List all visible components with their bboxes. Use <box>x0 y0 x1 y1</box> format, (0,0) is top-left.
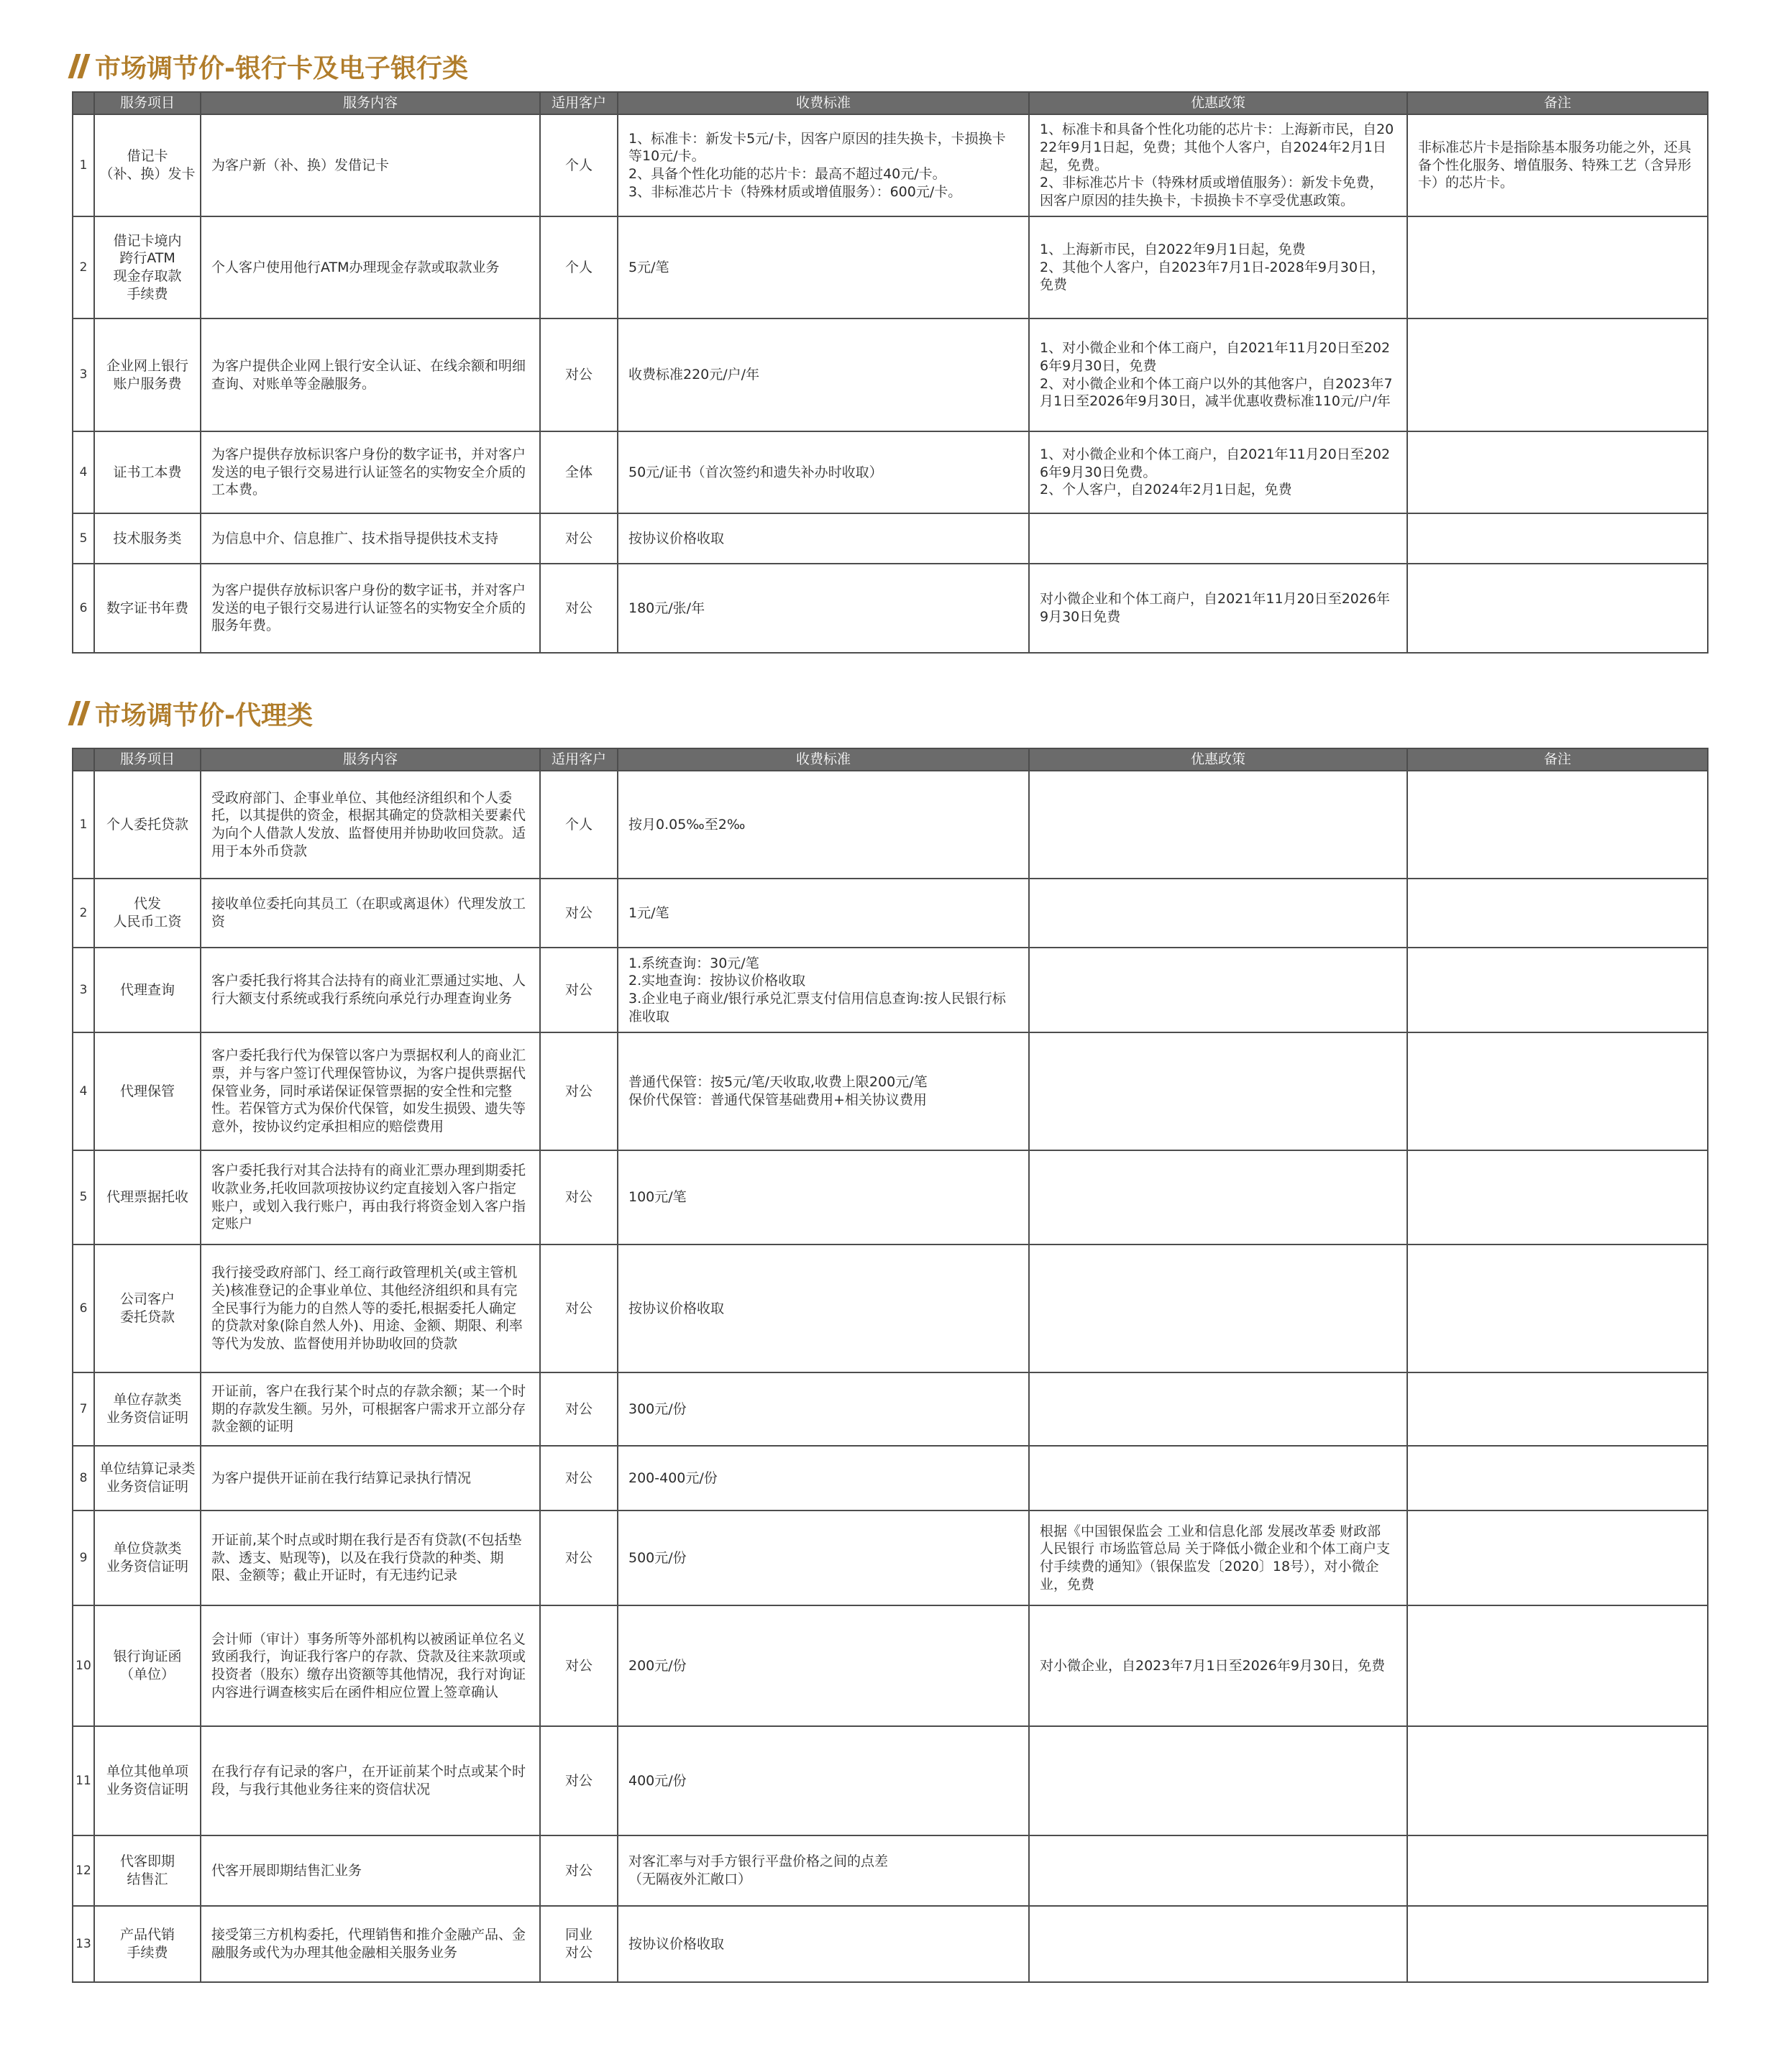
cell-customer-type: 对公 <box>540 564 618 653</box>
cell-customer-type: 对公 <box>540 1835 618 1906</box>
table-row <box>73 948 1708 1032</box>
cell-fee-standard: 普通代保管：按5元/笔/天收取,收费上限200元/笔 保价代保管：普通代保管基础费用+相关协议费用 <box>618 1032 1029 1150</box>
cell-service-item: 单位存款类 业务资信证明 <box>94 1372 201 1446</box>
cell-fee-standard: 400元/份 <box>618 1726 1029 1835</box>
cell-note: 非标准芯片卡是指除基本服务功能之外，还具备个性化服务、增值服务、特殊工艺（含异形卡）的芯片卡。 <box>1407 114 1708 216</box>
cell-customer-type: 个人 <box>540 771 618 879</box>
cell-note <box>1407 1150 1708 1244</box>
cell-row-index: 5 <box>73 513 94 564</box>
cell-note <box>1407 879 1708 948</box>
cell-service-item: 证书工本费 <box>94 431 201 513</box>
cell-customer-type: 对公 <box>540 948 618 1032</box>
cell-service-content: 为客户提供存放标识客户身份的数字证书，并对客户发送的电子银行交易进行认证签名的实物安全介质的工本费。 <box>201 431 540 513</box>
table-row <box>73 1605 1708 1726</box>
cell-service-content: 会计师（审计）事务所等外部机构以被函证单位名义致函我行，询证我行客户的存款、贷款及往来款项或投资者（股东）缴存出资额等其他情况，我行对询证内容进行调查核实后在函件相应位置上签章确认 <box>201 1605 540 1726</box>
cell-note <box>1407 1372 1708 1446</box>
section-title <box>72 692 313 735</box>
cell-note <box>1407 318 1708 431</box>
header-fee-standard: 收费标准 <box>618 92 1029 114</box>
cell-service-item: 代理保管 <box>94 1032 201 1150</box>
cell-customer-type: 同业 对公 <box>540 1906 618 1982</box>
cell-service-item: 技术服务类 <box>94 513 201 564</box>
cell-fee-standard: 500元/份 <box>618 1511 1029 1605</box>
cell-fee-standard: 1元/笔 <box>618 879 1029 948</box>
cell-service-content: 为客户新（补、换）发借记卡 <box>201 114 540 216</box>
cell-discount-policy: 对小微企业，自2023年7月1日至2026年9月30日，免费 <box>1029 1605 1407 1726</box>
cell-customer-type: 对公 <box>540 1244 618 1372</box>
cell-row-index: 1 <box>73 114 94 216</box>
cell-fee-standard: 按协议价格收取 <box>618 1906 1029 1982</box>
header-service-item: 服务项目 <box>94 92 201 114</box>
cell-customer-type: 对公 <box>540 1032 618 1150</box>
cell-row-index: 1 <box>73 771 94 879</box>
cell-note <box>1407 1446 1708 1511</box>
cell-customer-type: 对公 <box>540 1605 618 1726</box>
table-row <box>73 1244 1708 1372</box>
cell-discount-policy <box>1029 1446 1407 1511</box>
cell-row-index: 9 <box>73 1511 94 1605</box>
cell-customer-type: 对公 <box>540 1446 618 1511</box>
table-row <box>73 879 1708 948</box>
cell-discount-policy <box>1029 513 1407 564</box>
header-customer: 适用客户 <box>540 748 618 771</box>
section-title-text: 市场调节价-代理类 <box>95 700 313 730</box>
cell-service-content: 受政府部门、企事业单位、其他经济组织和个人委托，以其提供的资金，根据其确定的贷款相关要素代为向个人借款人发放、监督使用并协助收回贷款。适用于本外币贷款 <box>201 771 540 879</box>
cell-note <box>1407 1726 1708 1835</box>
cell-service-content: 客户委托我行对其合法持有的商业汇票办理到期委托收款业务,托收回款项按协议约定直接划入客户指定账户，或划入我行账户，再由我行将资金划入客户指定账户 <box>201 1150 540 1244</box>
cell-fee-standard: 按协议价格收取 <box>618 513 1029 564</box>
table-body <box>73 114 1708 653</box>
cell-service-content: 为客户提供开证前在我行结算记录执行情况 <box>201 1446 540 1511</box>
cell-fee-standard: 100元/笔 <box>618 1150 1029 1244</box>
cell-row-index: 12 <box>73 1835 94 1906</box>
cell-discount-policy <box>1029 879 1407 948</box>
header-service-content: 服务内容 <box>201 748 540 771</box>
cell-service-content: 客户委托我行代为保管以客户为票据权利人的商业汇票，并与客户签订代理保管协议，为客户提供票据代保管业务，同时承诺保证保管票据的安全性和完整性。若保管方式为保价代保管，如发生损毁、遗失等意外，按协议约定承担相应的赔偿费用 <box>201 1032 540 1150</box>
cell-note <box>1407 216 1708 318</box>
cell-fee-standard: 1.系统查询：30元/笔 2.实地查询：按协议价格收取 3.企业电子商业/银行承兑汇票支付信用信息查询:按人民银行标准收取 <box>618 948 1029 1032</box>
table-header-row <box>73 748 1708 771</box>
table-row <box>73 1726 1708 1835</box>
cell-note <box>1407 771 1708 879</box>
cell-fee-standard: 300元/份 <box>618 1372 1029 1446</box>
cell-service-item: 公司客户 委托贷款 <box>94 1244 201 1372</box>
table-row <box>73 216 1708 318</box>
cell-customer-type: 对公 <box>540 318 618 431</box>
header-index <box>73 748 94 771</box>
cell-fee-standard: 5元/笔 <box>618 216 1029 318</box>
cell-service-content: 我行接受政府部门、经工商行政管理机关(或主管机关)核准登记的企事业单位、其他经济组织和具有完全民事行为能力的自然人等的委托,根据委托人确定的贷款对象(除自然人外)、用途、金额、期限、利率等代为发放、监督使用并协助收回的贷款 <box>201 1244 540 1372</box>
cell-note <box>1407 1032 1708 1150</box>
cell-row-index: 10 <box>73 1605 94 1726</box>
cell-customer-type: 对公 <box>540 1150 618 1244</box>
section-marker-icon <box>68 701 90 725</box>
cell-fee-standard: 按月0.05‰至2‰ <box>618 771 1029 879</box>
cell-service-content: 开证前,某个时点或时期在我行是否有贷款(不包括垫款、透支、贴现等)，以及在我行贷款的种类、期限、金额等；截止开证时，有无违约记录 <box>201 1511 540 1605</box>
cell-fee-standard: 1、标准卡：新发卡5元/卡，因客户原因的挂失换卡，卡损换卡等10元/卡。 2、具备个性化功能的芯片卡：最高不超过40元/卡。 3、非标准芯片卡（特殊材质或增值服务）：600元/卡。 <box>618 114 1029 216</box>
table-row <box>73 564 1708 653</box>
table-row <box>73 1511 1708 1605</box>
cell-service-item: 代理查询 <box>94 948 201 1032</box>
table-row <box>73 1032 1708 1150</box>
cell-service-item: 个人委托贷款 <box>94 771 201 879</box>
table-row <box>73 1835 1708 1906</box>
cell-service-item: 企业网上银行 账户服务费 <box>94 318 201 431</box>
cell-note <box>1407 1605 1708 1726</box>
cell-row-index: 8 <box>73 1446 94 1511</box>
cell-row-index: 2 <box>73 216 94 318</box>
cell-customer-type: 全体 <box>540 431 618 513</box>
table-row <box>73 318 1708 431</box>
table-row <box>73 771 1708 879</box>
cell-service-item: 银行询证函 （单位） <box>94 1605 201 1726</box>
cell-row-index: 4 <box>73 1032 94 1150</box>
header-index <box>73 92 94 114</box>
cell-customer-type: 对公 <box>540 879 618 948</box>
header-note: 备注 <box>1407 92 1708 114</box>
cell-service-content: 在我行存有记录的客户，在开证前某个时点或某个时段，与我行其他业务往来的资信状况 <box>201 1726 540 1835</box>
cell-note <box>1407 431 1708 513</box>
cell-fee-standard: 200元/份 <box>618 1605 1029 1726</box>
cell-customer-type: 对公 <box>540 1726 618 1835</box>
cell-note <box>1407 1244 1708 1372</box>
cell-discount-policy <box>1029 1244 1407 1372</box>
table-row <box>73 513 1708 564</box>
cell-service-content: 为客户提供企业网上银行安全认证、在线余额和明细查询、对账单等金融服务。 <box>201 318 540 431</box>
cell-service-item: 借记卡境内 跨行ATM 现金存取款 手续费 <box>94 216 201 318</box>
cell-row-index: 13 <box>73 1906 94 1982</box>
table-row <box>73 114 1708 216</box>
cell-row-index: 2 <box>73 879 94 948</box>
table-row <box>73 431 1708 513</box>
cell-note <box>1407 513 1708 564</box>
cell-fee-standard: 按协议价格收取 <box>618 1244 1029 1372</box>
cell-row-index: 3 <box>73 318 94 431</box>
cell-service-item: 单位其他单项 业务资信证明 <box>94 1726 201 1835</box>
cell-row-index: 5 <box>73 1150 94 1244</box>
header-service-item: 服务项目 <box>94 748 201 771</box>
cell-discount-policy <box>1029 771 1407 879</box>
cell-discount-policy <box>1029 1150 1407 1244</box>
cell-row-index: 11 <box>73 1726 94 1835</box>
cell-discount-policy: 1、标准卡和具备个性化功能的芯片卡：上海新市民，自2022年9月1日起，免费；其他个人客户，自2024年2月1日起，免费。 2、非标准芯片卡（特殊材质或增值服务）：新发卡免费，因客户原因的挂失换卡，卡损换卡不享受优惠政策。 <box>1029 114 1407 216</box>
header-fee-standard: 收费标准 <box>618 748 1029 771</box>
section-marker-icon <box>68 54 90 78</box>
cell-discount-policy <box>1029 1032 1407 1150</box>
table-row <box>73 1150 1708 1244</box>
cell-customer-type: 对公 <box>540 513 618 564</box>
cell-customer-type: 对公 <box>540 1372 618 1446</box>
header-note: 备注 <box>1407 748 1708 771</box>
cell-service-content: 开证前，客户在我行某个时点的存款余额；某一个时期的存款发生额。另外，可根据客户需求开立部分存款金额的证明 <box>201 1372 540 1446</box>
cell-discount-policy: 1、对小微企业和个体工商户，自2021年11月20日至2026年9月30日，免费 2、对小微企业和个体工商户以外的其他客户，自2023年7月1日至2026年9月30日，减半优惠收费标准110元/户/年 <box>1029 318 1407 431</box>
section-title-text: 市场调节价-银行卡及电子银行类 <box>95 53 468 83</box>
header-service-content: 服务内容 <box>201 92 540 114</box>
cell-service-item: 产品代销 手续费 <box>94 1906 201 1982</box>
header-policy: 优惠政策 <box>1029 748 1407 771</box>
cell-service-content: 接收单位委托向其员工（在职或离退休）代理发放工资 <box>201 879 540 948</box>
cell-row-index: 7 <box>73 1372 94 1446</box>
cell-customer-type: 个人 <box>540 114 618 216</box>
cell-service-content: 代客开展即期结售汇业务 <box>201 1835 540 1906</box>
cell-fee-standard: 180元/张/年 <box>618 564 1029 653</box>
cell-discount-policy <box>1029 1372 1407 1446</box>
header-customer: 适用客户 <box>540 92 618 114</box>
fee-table-bank-card <box>72 91 1708 654</box>
cell-service-item: 代发 人民币工资 <box>94 879 201 948</box>
table-row <box>73 1906 1708 1982</box>
cell-row-index: 3 <box>73 948 94 1032</box>
cell-fee-standard: 收费标准220元/户/年 <box>618 318 1029 431</box>
section-title <box>72 45 468 88</box>
cell-discount-policy: 对小微企业和个体工商户，自2021年11月20日至2026年9月30日免费 <box>1029 564 1407 653</box>
cell-service-content: 为信息中介、信息推广、技术指导提供技术支持 <box>201 513 540 564</box>
cell-discount-policy <box>1029 1906 1407 1982</box>
cell-fee-standard: 对客汇率与对手方银行平盘价格之间的点差 （无隔夜外汇敞口） <box>618 1835 1029 1906</box>
cell-note <box>1407 564 1708 653</box>
cell-fee-standard: 200-400元/份 <box>618 1446 1029 1511</box>
cell-discount-policy <box>1029 1726 1407 1835</box>
table-header-row <box>73 92 1708 114</box>
fee-table-agency <box>72 748 1708 1983</box>
cell-customer-type: 对公 <box>540 1511 618 1605</box>
cell-note <box>1407 1511 1708 1605</box>
cell-service-item: 单位贷款类 业务资信证明 <box>94 1511 201 1605</box>
cell-discount-policy: 1、对小微企业和个体工商户，自2021年11月20日至2026年9月30日免费。 2、个人客户，自2024年2月1日起，免费 <box>1029 431 1407 513</box>
cell-service-content: 为客户提供存放标识客户身份的数字证书，并对客户发送的电子银行交易进行认证签名的实物安全介质的服务年费。 <box>201 564 540 653</box>
cell-service-item: 单位结算记录类 业务资信证明 <box>94 1446 201 1511</box>
cell-fee-standard: 50元/证书（首次签约和遗失补办时收取） <box>618 431 1029 513</box>
cell-customer-type: 个人 <box>540 216 618 318</box>
cell-service-item: 代理票据托收 <box>94 1150 201 1244</box>
cell-row-index: 4 <box>73 431 94 513</box>
cell-note <box>1407 948 1708 1032</box>
cell-discount-policy <box>1029 948 1407 1032</box>
cell-service-item: 数字证书年费 <box>94 564 201 653</box>
cell-row-index: 6 <box>73 564 94 653</box>
cell-discount-policy: 根据《中国银保监会 工业和信息化部 发展改革委 财政部 人民银行 市场监管总局 关于降低小微企业和个体工商户支付手续费的通知》（银保监发〔2020〕18号），对小微企业，免费 <box>1029 1511 1407 1605</box>
table-row <box>73 1446 1708 1511</box>
cell-service-item: 借记卡 （补、换）发卡 <box>94 114 201 216</box>
cell-service-item: 代客即期 结售汇 <box>94 1835 201 1906</box>
cell-discount-policy: 1、上海新市民，自2022年9月1日起，免费 2、其他个人客户，自2023年7月1日-2028年9月30日，免费 <box>1029 216 1407 318</box>
cell-row-index: 6 <box>73 1244 94 1372</box>
cell-service-content: 接受第三方机构委托，代理销售和推介金融产品、金融服务或代为办理其他金融相关服务业务 <box>201 1906 540 1982</box>
cell-note <box>1407 1906 1708 1982</box>
header-policy: 优惠政策 <box>1029 92 1407 114</box>
cell-note <box>1407 1835 1708 1906</box>
table-body <box>73 771 1708 1982</box>
table-row <box>73 1372 1708 1446</box>
cell-service-content: 客户委托我行将其合法持有的商业汇票通过实地、人行大额支付系统或我行系统向承兑行办理查询业务 <box>201 948 540 1032</box>
cell-service-content: 个人客户使用他行ATM办理现金存款或取款业务 <box>201 216 540 318</box>
cell-discount-policy <box>1029 1835 1407 1906</box>
